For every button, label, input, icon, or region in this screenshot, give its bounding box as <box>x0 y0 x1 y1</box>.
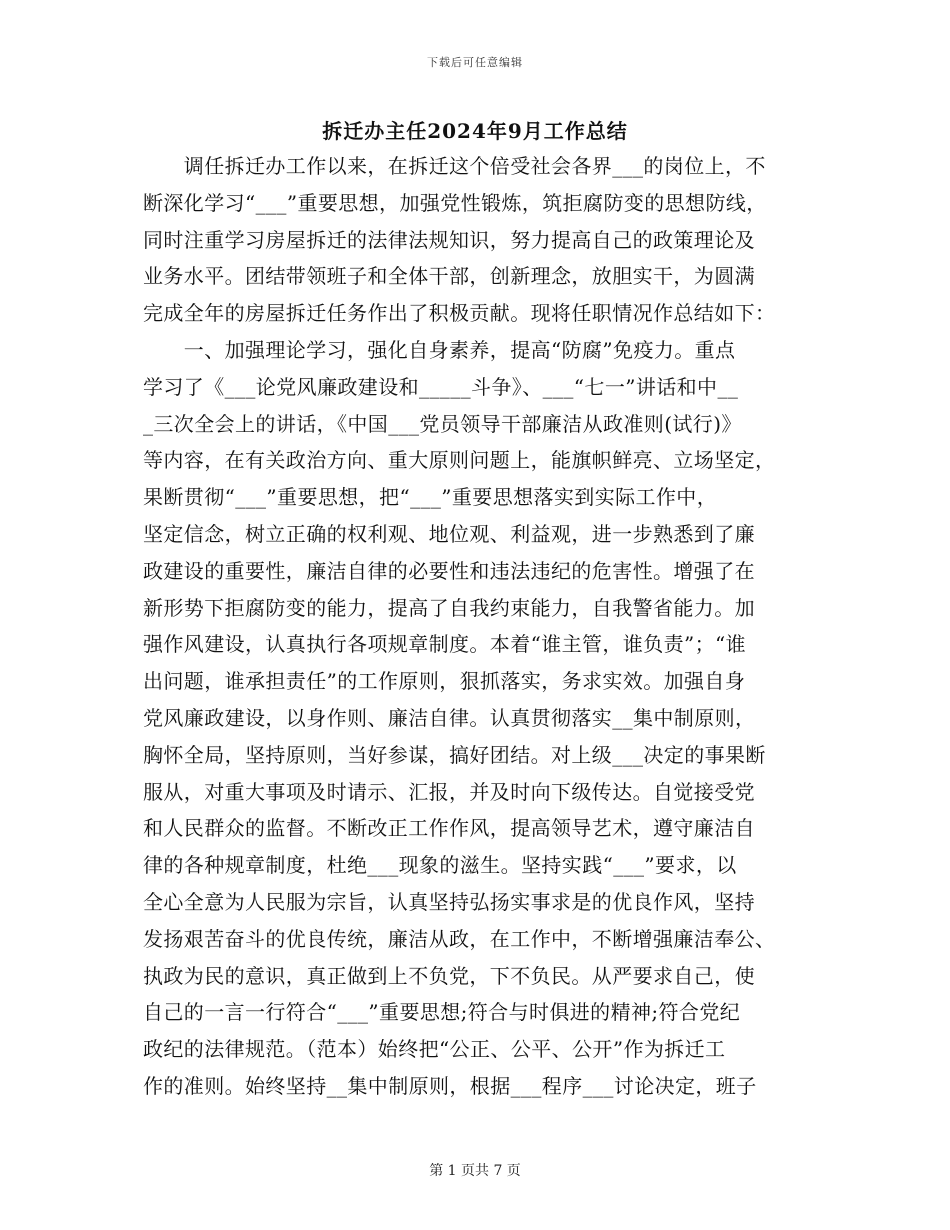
body-line: 服从，对重大事项及时请示、汇报，并及时向下级传达。自觉接受党 <box>143 779 755 804</box>
body-line: 出问题，谁承担责任”的工作原则，狠抓落实，务求实效。加强自身 <box>143 669 746 694</box>
body-line: 新形势下拒腐防变的能力，提高了自我约束能力，自我警省能力。加 <box>143 595 755 620</box>
body-line: 政建设的重要性，廉洁自律的必要性和违法违纪的危害性。增强了在 <box>143 558 755 583</box>
body-line: 作的准则。始终坚持__集中制原则，根据___程序___讨论决定，班子 <box>143 1073 757 1098</box>
document-body <box>143 148 808 1105</box>
body-line: 学习了《___论党风廉政建设和_____斗争》、___“七一”讲话和中__ <box>143 374 739 399</box>
body-line: 党风廉政建设，以身作则、廉洁自律。认真贯彻落实__集中制原则， <box>143 705 756 730</box>
body-line: 完成全年的房屋拆迁任务作出了积极贡献。现将任职情况作总结如下： <box>143 301 776 326</box>
body-line: 执政为民的意识，真正做到上不负党，下不负民。从严要求自己，使 <box>143 963 755 988</box>
body-line: 胸怀全局，坚持原则，当好参谋，搞好团结。对上级___决定的事果断 <box>143 742 766 767</box>
body-line: _三次全会上的讲话，《中国___党员领导干部廉洁从政准则(试行)》 <box>143 411 742 436</box>
body-line: 调任拆迁办工作以来，在拆迁这个倍受社会各界___的岗位上，不 <box>143 154 766 178</box>
body-line: 自己的一言一行符合“___”重要思想;符合与时俱进的精神;符合党纪 <box>143 1000 741 1025</box>
body-line: 律的各种规章制度，杜绝___现象的滋生。坚持实践“___”要求，以 <box>143 853 737 878</box>
body-line: 政纪的法律规范。（范本）始终把“公正、公平、公开”作为拆迁工 <box>143 1037 726 1062</box>
body-line: 和人民群众的监督。不断改正工作作风，提高领导艺术，遵守廉洁自 <box>143 816 755 841</box>
body-line: 等内容，在有关政治方向、重大原则问题上，能旗帜鲜亮、立场坚定， <box>143 448 776 473</box>
body-line: 业务水平。团结带领班子和全体干部，创新理念，放胆实干，为圆满 <box>143 264 755 289</box>
document-title: 拆迁办主任2024年9月工作总结 <box>322 119 628 143</box>
body-line: 发扬艰苦奋斗的优良传统，廉洁从政，在工作中，不断增强廉洁奉公、 <box>143 926 776 951</box>
page-footer: 第 1 页共 7 页 <box>429 1163 521 1179</box>
body-line: 强作风建设，认真执行各项规章制度。本着“谁主管，谁负责”；“谁 <box>143 632 747 657</box>
body-line: 断深化学习“___”重要思想，加强党性锻炼，筑拒腐防变的思想防线， <box>143 190 767 215</box>
body-line: 果断贯彻“___”重要思想，把“___”重要思想落实到实际工作中， <box>143 485 718 510</box>
header-note: 下载后可任意编辑 <box>427 56 523 69</box>
body-line: 坚定信念，树立正确的权利观、地位观、利益观，进一步熟悉到了廉 <box>143 521 755 546</box>
body-line: 同时注重学习房屋拆迁的法律法规知识，努力提高自己的政策理论及 <box>143 227 755 252</box>
body-line: 一、加强理论学习，强化自身素养，提高“防腐”免疫力。重点 <box>143 337 736 362</box>
body-line: 全心全意为人民服为宗旨，认真坚持弘扬实事求是的优良作风，坚持 <box>143 889 755 914</box>
